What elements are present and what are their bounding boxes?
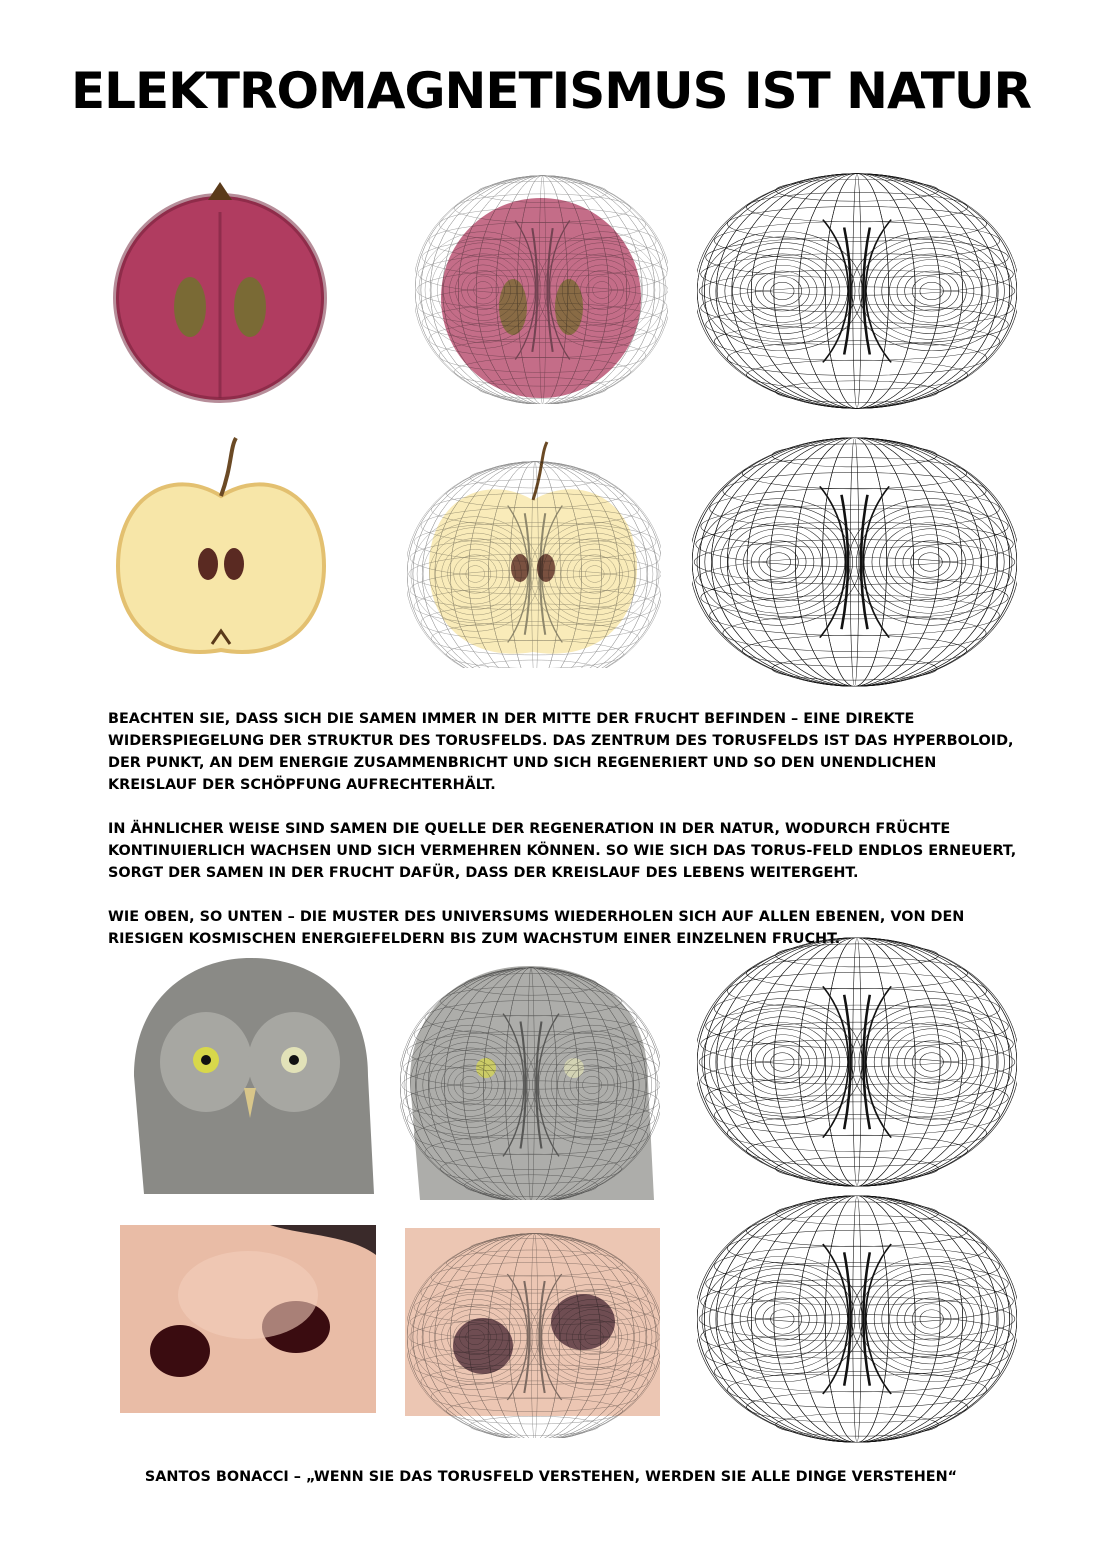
paragraph-1: BEACHTEN SIE, DASS SICH DIE SAMEN IMMER IN DER MITTE DER FRUCHT BEFINDEN – EINE DIREKTE WIDERSPIEGELUNG DER STRUKTUR DES TORUSFELDS. DAS ZENTRUM DES TORUSFELDS IST DAS HYPERBOLOID, DER PUNKT, AN DEM ENERGIE ZUSAMMENBRICHT UND SICH REGENERIERT UND SO DEN UNENDLICHEN KREISLAUF DER SCHÖPFUNG AUFRECHTERHÄLT. — [108, 711, 1014, 793]
owl-torus-overlay — [398, 962, 660, 1200]
page-title: ELEKTROMAGNETISMUS IST NATUR — [70, 62, 1031, 120]
grape-torus-overlay — [413, 172, 668, 404]
paragraph-3: WIE OBEN, SO UNTEN – DIE MUSTER DES UNIVERSUMS WIEDERHOLEN SICH AUF ALLEN EBENEN, VON DEN RIESIGEN KOSMISCHEN ENERGIEFELDERN BIS ZUM WACHSTUM EINER EINZELNEN FRUCHT. — [108, 909, 965, 947]
quote: SANTOS BONACCI – „WENN SIE DAS TORUSFELD VERSTEHEN, WERDEN SIE ALLE DINGE VERSTEHEN“ — [144, 1469, 958, 1485]
grape-photo — [108, 172, 333, 404]
torus-wireframe-1 — [697, 172, 1017, 410]
torus-wireframe-4 — [697, 1194, 1017, 1444]
paragraph-2: IN ÄHNLICHER WEISE SIND SAMEN DIE QUELLE DER REGENERATION IN DER NATUR, WODURCH FRÜCHTE KONTINUIERLICH WACHSEN UND SICH VERMEHREN KÖNNEN. SO WIE SICH DAS TORUS-FELD ENDLOS ERNEUERT, SORGT DER SAMEN IN DER FRUCHT DAFÜR, DASS DER KREISLAUF DES LEBENS WEITERGEHT. — [108, 821, 1017, 881]
apple-torus-overlay — [405, 440, 661, 668]
owl-photo — [124, 956, 376, 1194]
nose-photo — [120, 1225, 376, 1413]
apple-photo — [112, 436, 330, 664]
nose-torus-overlay — [405, 1228, 660, 1438]
torus-wireframe-3 — [697, 936, 1017, 1188]
torus-wireframe-2 — [692, 436, 1017, 688]
